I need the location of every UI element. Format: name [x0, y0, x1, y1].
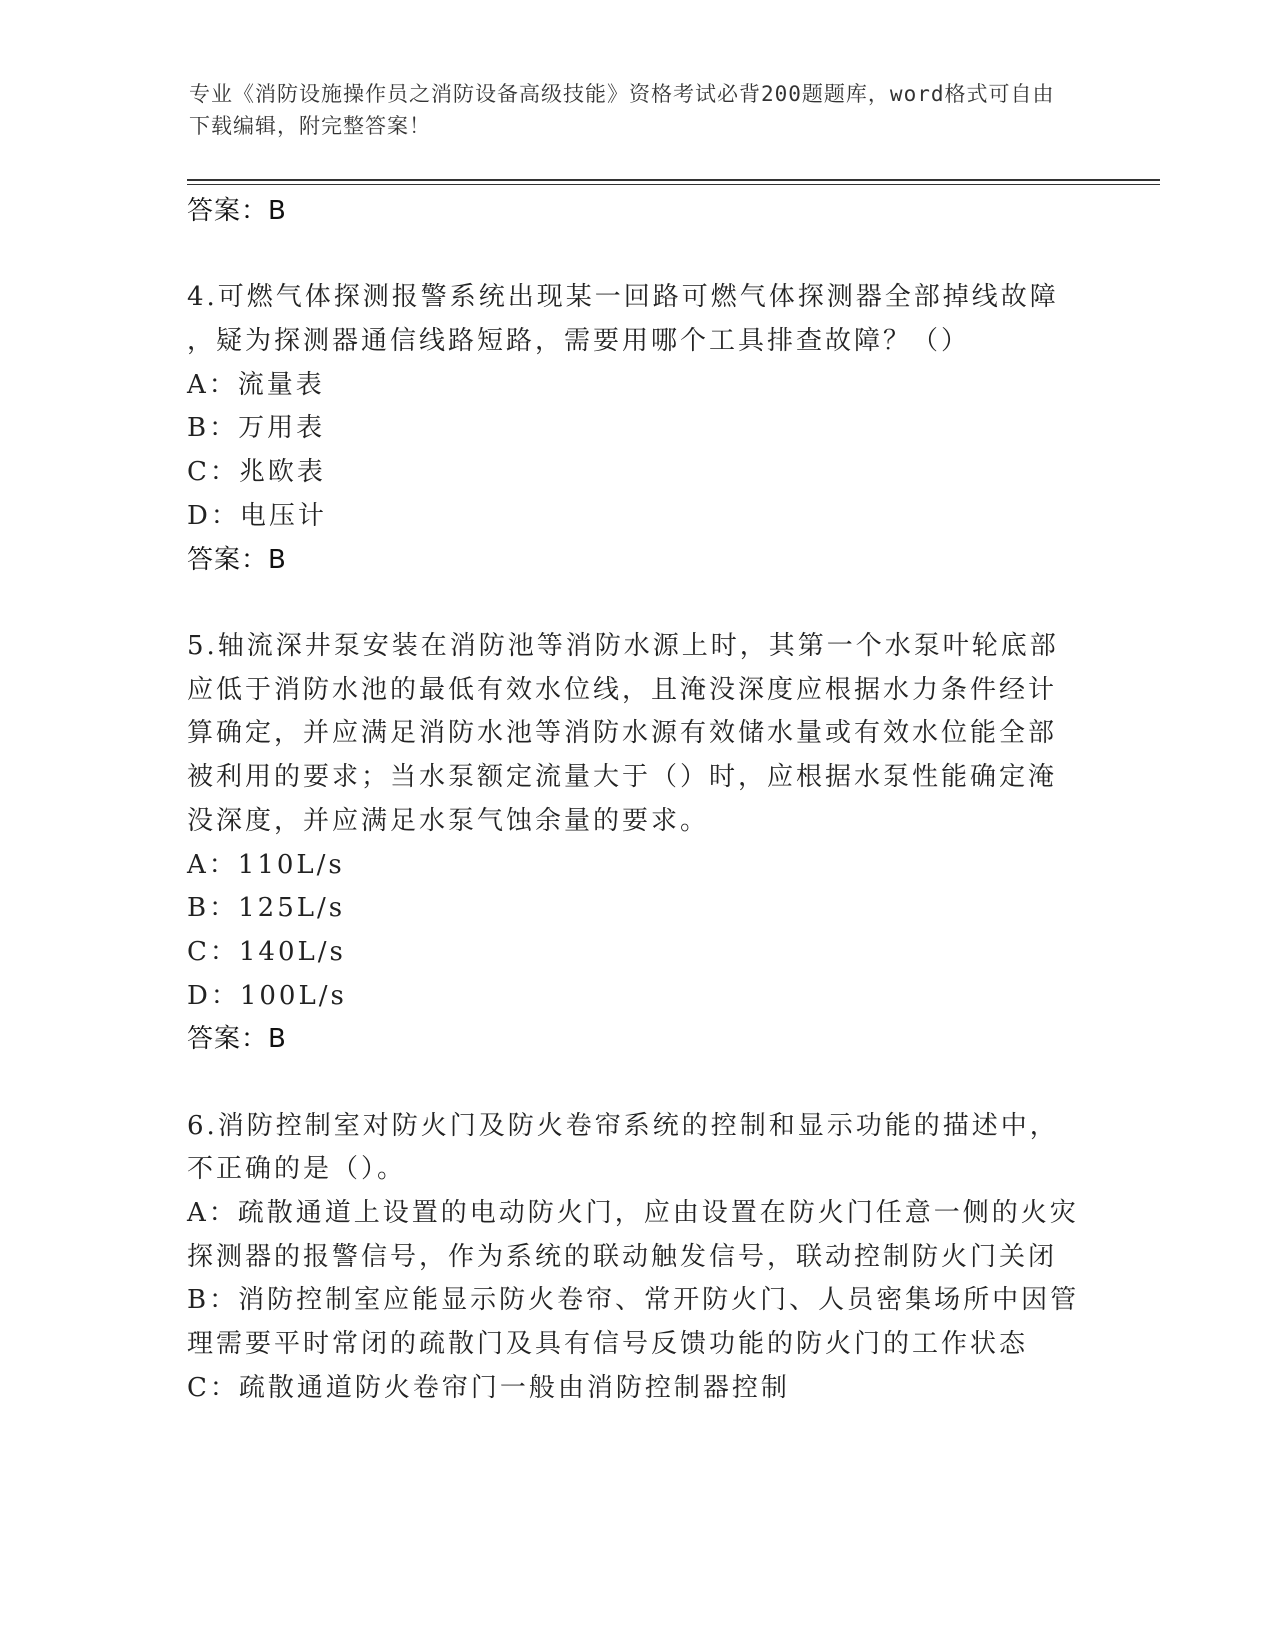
question-5-option-c: C：140L/s [187, 937, 346, 967]
question-4-option-a: A：流量表 [187, 370, 325, 400]
question-5-option-d: D：100L/s [187, 981, 347, 1011]
question-4-option-c: C：兆欧表 [187, 457, 326, 487]
question-6-text-line-1: 6.消防控制室对防火门及防火卷帘系统的控制和显示功能的描述中， [187, 1111, 1059, 1141]
question-5-option-a: A：110L/s [187, 850, 345, 880]
header-divider-thin [187, 184, 1160, 185]
question-4-text-line-1: 4.可燃气体探测报警系统出现某一回路可燃气体探测器全部掉线故障 [187, 282, 1059, 312]
document-header-description: 专业《消防设施操作员之消防设备高级技能》资格考试必背200题题库，word格式可自由下载编辑，附完整答案！ [189, 82, 1055, 138]
question-5-text-line-4: 被利用的要求；当水泵额定流量大于（）时，应根据水泵性能确定淹 [187, 762, 1058, 792]
question-6-option-b-line-2: 理需要平时常闭的疏散门及具有信号反馈功能的防火门的工作状态 [187, 1329, 1029, 1359]
question-5-option-b: B：125L/s [187, 893, 346, 923]
header-divider-thick [187, 179, 1160, 181]
question-5-text-line-2: 应低于消防水池的最低有效水位线，且淹没深度应根据水力条件经计 [187, 675, 1058, 705]
question-4-option-d: D：电压计 [187, 501, 327, 531]
question-4-option-b: B：万用表 [187, 413, 326, 443]
question-5-answer: 答案：B [187, 1024, 287, 1054]
question-4-answer: 答案：B [187, 545, 287, 575]
question-4-text-line-2: ，疑为探测器通信线路短路，需要用哪个工具排查故障？（） [187, 326, 971, 356]
question-5-text-line-3: 算确定，并应满足消防水池等消防水源有效储水量或有效水位能全部 [187, 718, 1058, 748]
question-6-option-a-line-1: A：疏散通道上设置的电动防火门，应由设置在防火门任意一侧的火灾 [187, 1198, 1079, 1228]
question-6-option-a-line-2: 探测器的报警信号，作为系统的联动触发信号，联动控制防火门关闭 [187, 1242, 1058, 1272]
answer-line: 答案：B [187, 196, 287, 226]
question-6-option-c: C：疏散通道防火卷帘门一般由消防控制器控制 [187, 1373, 790, 1403]
question-5-text-line-1: 5.轴流深井泵安装在消防池等消防水源上时，其第一个水泵叶轮底部 [187, 631, 1059, 661]
question-5-text-line-5: 没深度，并应满足水泵气蚀余量的要求。 [187, 806, 710, 836]
question-6-option-b-line-1: B：消防控制室应能显示防火卷帘、常开防火门、人员密集场所中因管 [187, 1285, 1080, 1315]
question-6-text-line-2: 不正确的是（）。 [187, 1154, 407, 1184]
